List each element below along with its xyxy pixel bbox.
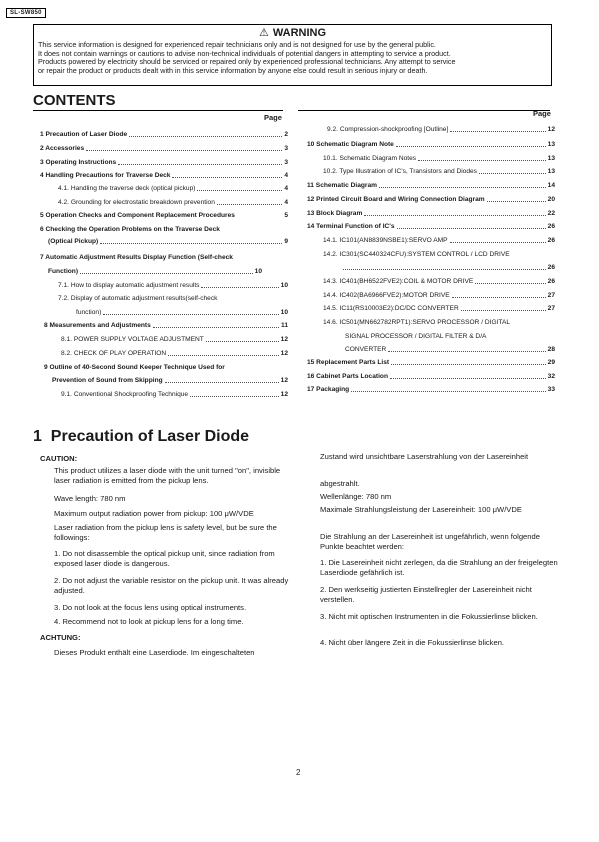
caution-paragraph: 1. Do not disassemble the optical pickup unit, since radiation from exposed laser diode is dangerous. (54, 549, 275, 569)
warning-text (38, 41, 547, 75)
toc-entry[interactable]: 8.2. CHECK OF PLAY OPERATION 12 (61, 350, 288, 357)
toc-entry[interactable]: 8.1. POWER SUPPLY VOLTAGE ADJUSTMENT 12 (61, 336, 288, 343)
section-title: Precaution of Laser Diode (50, 428, 250, 445)
toc-entry[interactable]: 14.4. IC402(BA6966FVE2):MOTOR DRIVE 27 (323, 292, 555, 299)
german-paragraph: Die Strahlung an der Lasereinheit ist ungefährlich, wenn folgende Punkte beachtet werden: (320, 532, 540, 552)
toc-entry[interactable]: 4.2. Grounding for electrostatic breakdown prevention 4 (58, 199, 288, 206)
page-label-left: Page (264, 113, 282, 122)
toc-entry[interactable]: 14.5. IC11(RS10003E2):DC/DC CONVERTER 27 (323, 305, 555, 312)
warning-line: It does not contain warnings or cautions to advise non-technical individuals of potential dangers in attempting to service a product. (38, 48, 451, 58)
toc-entry[interactable]: 15 Replacement Parts List 29 (307, 359, 555, 366)
toc-entry[interactable]: 14.2. IC301(SC440324CFU):SYSTEM CONTROL / LCD DRIVE (323, 251, 510, 258)
toc-entry[interactable]: 6 Checking the Operation Problems on the Traverse Deck (40, 226, 220, 233)
caution-paragraph: Maximum output radiation power from pickup: 100 μW/VDE (54, 509, 254, 518)
toc-entry[interactable]: CONVERTER 28 (345, 346, 555, 353)
section-number: 1 (33, 428, 42, 445)
achtung-label: ACHTUNG: (40, 633, 81, 642)
toc-entry[interactable]: 3 Operating Instructions 3 (40, 159, 288, 166)
toc-entry[interactable]: 10.2. Type Illustration of IC's, Transistors and Diodes 13 (323, 168, 555, 175)
caution-paragraph: 3. Do not look at the focus lens using optical instruments. (54, 603, 247, 612)
warning-box (33, 24, 552, 86)
toc-entry[interactable]: 4.1. Handling the traverse deck (optical pickup) 4 (58, 185, 288, 192)
caution-paragraph: 2. Do not adjust the variable resistor on the pickup unit. It was already adjusted. (54, 576, 289, 596)
warning-title: WARNING (272, 27, 327, 39)
toc-entry[interactable]: 8 Measurements and Adjustments 11 (44, 322, 288, 329)
toc-entry[interactable]: 14.3. IC401(BH6522FVE2):COIL & MOTOR DRIVE 26 (323, 278, 555, 285)
toc-entry[interactable]: 7.2. Display of automatic adjustment results(self-check (58, 295, 218, 302)
toc-entry[interactable]: 4 Handling Precautions for Traverse Deck 4 (40, 172, 288, 179)
toc-entry[interactable]: 9.2. Compression-shockproofing [Outline] 12 (327, 126, 555, 133)
german-paragraph: 2. Den werkseitig justierten Einstellregler der Lasereinheit nicht verstellen. (320, 585, 532, 605)
german-paragraph: abgestrahlt. (320, 479, 360, 488)
toc-entry[interactable]: 7 Automatic Adjustment Results Display Function (Self-check (40, 254, 233, 261)
toc-entry[interactable]: 5 Operation Checks and Component Replacement Procedures 5 (40, 212, 288, 219)
toc-entry[interactable]: SIGNAL PROCESSOR / DIGITAL FILTER & D/A (345, 333, 487, 340)
toc-entry[interactable]: 12 Printed Circuit Board and Wiring Connection Diagram 20 (307, 196, 555, 203)
toc-entry[interactable]: 10 Schematic Diagram Note 13 (307, 141, 555, 148)
warning-line: This service information is designed for experienced repair technicians only and is not designed for use by the general public. (38, 40, 436, 49)
toc-entry[interactable]: 1 Precaution of Laser Diode 2 (40, 131, 288, 138)
toc-entry[interactable]: 14.6. IC501(MN662782RPT1):SERVO PROCESSOR / DIGITAL (323, 319, 511, 326)
toc-entry[interactable]: 16 Cabinet Parts Location 32 (307, 373, 555, 380)
caution-paragraph: 4. Recommend not to look at pickup lens for a long time. (54, 617, 244, 626)
german-paragraph: 1. Die Lasereinheit nicht zerlegen, da die Strahlung an der freigelegten Laserdiode gefährlich ist. (320, 558, 558, 578)
caution-label: CAUTION: (40, 454, 78, 463)
german-paragraph: Maximale Strahlungsleistung der Lasereinheit: 100 μW/VDE (320, 505, 522, 514)
page-label-right: Page (533, 109, 551, 118)
toc-entry[interactable]: 7.1. How to display automatic adjustment results 10 (58, 282, 288, 289)
toc-entry[interactable]: Function) 10 (48, 268, 262, 275)
warning-line: Products powered by electricity should be serviced or repaired only by experienced professional technicians. Any attempt to service (38, 57, 456, 67)
contents-rule-left (33, 110, 283, 111)
toc-entry[interactable]: function) 10 (76, 309, 288, 316)
toc-entry[interactable]: 13 Block Diagram 22 (307, 210, 555, 217)
caution-paragraph: This product utilizes a laser diode with the unit turned "on", invisible laser radiation is emitted from the pickup lens. (54, 466, 281, 486)
warning-line: or repair the product or products dealt with in this service information by anyone else could result in serious injury or death. (38, 65, 428, 75)
german-paragraph: 3. Nicht mit optischen Instrumenten in die Fokussierlinse blicken. (320, 612, 538, 621)
german-paragraph: 4. Nicht über längere Zeit in die Fokussierlinse blicken. (320, 638, 505, 647)
toc-entry[interactable]: 9.1. Conventional Shockproofing Technique 12 (61, 391, 288, 398)
achtung-paragraph: Dieses Produkt enthält eine Laserdiode. Im eingeschalteten (54, 648, 255, 657)
toc-entry[interactable]: 17 Packaging 33 (307, 386, 555, 393)
toc-entry[interactable]: 2 Accessories 3 (40, 145, 288, 152)
german-paragraph: Zustand wird unsichtbare Laserstrahlung von der Lasereinheit (320, 452, 529, 461)
model-tag: SL-SW850 (6, 8, 46, 18)
german-paragraph: Wellenlänge: 780 nm (320, 492, 392, 501)
toc-entry[interactable]: 14 Terminal Function of IC's 26 (307, 223, 555, 230)
toc-entry[interactable]: Prevention of Sound from Skipping 12 (52, 377, 288, 384)
caution-paragraph: Laser radiation from the pickup lens is safety level, but be sure the followings: (54, 523, 277, 543)
warning-triangle-icon: ⚠ (258, 27, 269, 39)
toc-entry[interactable]: 11 Schematic Diagram 14 (307, 182, 555, 189)
warning-heading (34, 26, 551, 39)
toc-entry[interactable]: 9 Outline of 40-Second Sound Keeper Technique Used for (44, 364, 225, 371)
caution-paragraph: Wave length: 780 nm (54, 494, 126, 503)
toc-entry[interactable]: 14.1. IC101(AN8839NSBE1):SERVO AMP 26 (323, 237, 555, 244)
toc-entry[interactable]: 10.1. Schematic Diagram Notes 13 (323, 155, 555, 162)
page-number: 2 (296, 768, 301, 777)
contents-title: CONTENTS (33, 92, 116, 109)
toc-entry[interactable]: (Optical Pickup) 9 (48, 238, 288, 245)
section-heading (33, 428, 249, 446)
toc-entry[interactable]: 26 (341, 264, 555, 272)
contents-rule-right (298, 110, 550, 111)
